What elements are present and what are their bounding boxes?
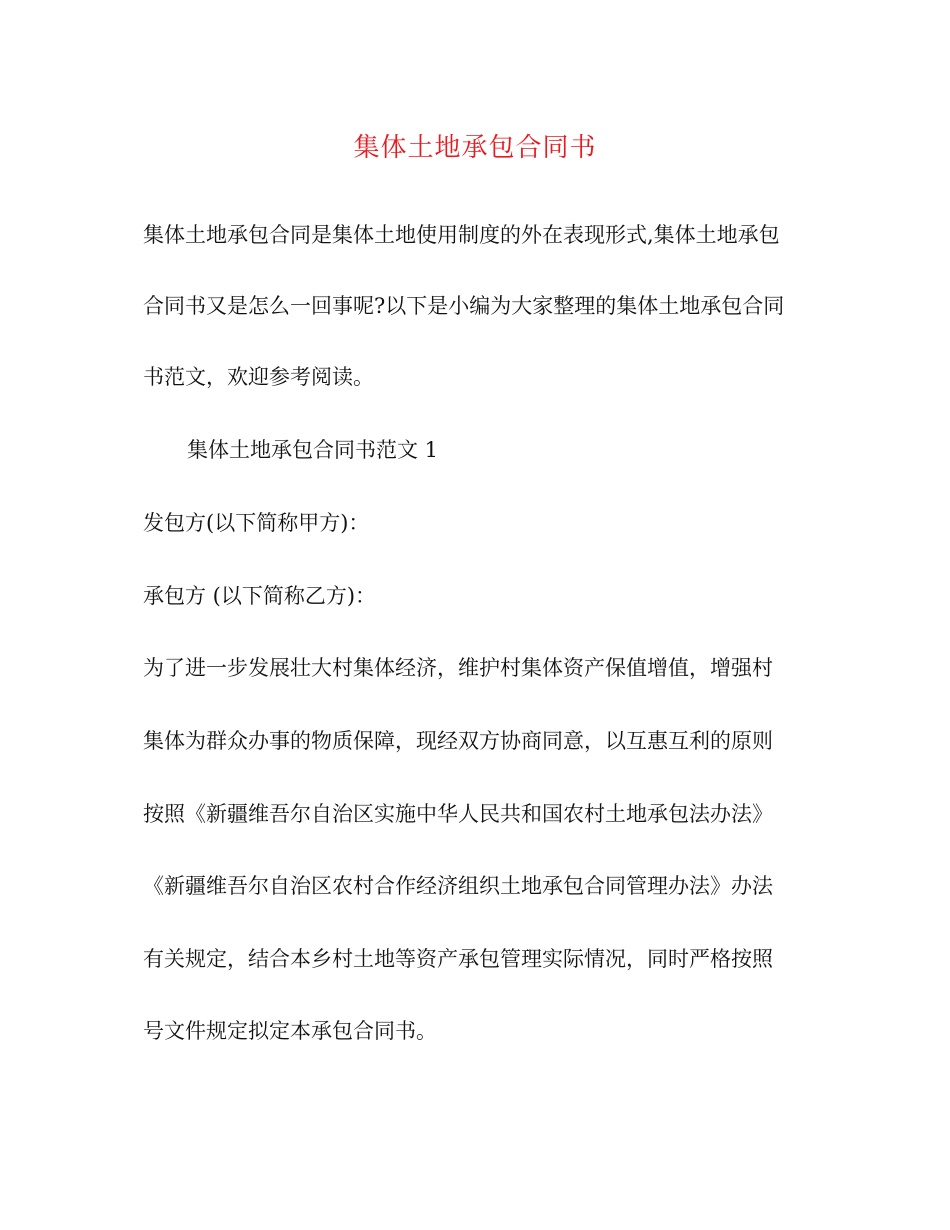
body-line-3: 按照《新疆维吾尔自治区实施中华人民共和国农村土地承包法办法》: [143, 802, 773, 826]
section-heading: 集体土地承包合同书范文 1: [187, 438, 439, 462]
intro-line-1: 集体土地承包合同是集体土地使用制度的外在表现形式,集体土地承包: [143, 223, 780, 247]
document-title: 集体土地承包合同书: [353, 133, 597, 163]
intro-line-2: 合同书又是怎么一回事呢?以下是小编为大家整理的集体土地承包合同: [143, 294, 785, 318]
body-line-6: 号文件规定拟定本承包合同书。: [143, 1019, 437, 1043]
body-line-4: 《新疆维吾尔自治区农村合作经济组织土地承包合同管理办法》办法: [143, 874, 773, 898]
intro-line-3: 书范文，欢迎参考阅读。: [143, 365, 374, 389]
party-a-line: 发包方(以下简称甲方)：: [143, 511, 370, 535]
body-line-2: 集体为群众办事的物质保障，现经双方协商同意，以互惠互利的原则: [143, 729, 773, 753]
body-line-1: 为了进一步发展壮大村集体经济，维护村集体资产保值增值，增强村: [143, 656, 773, 680]
party-b-line: 承包方 (以下简称乙方)：: [143, 584, 377, 608]
body-line-5: 有关规定，结合本乡村土地等资产承包管理实际情况，同时严格按照: [143, 947, 773, 971]
